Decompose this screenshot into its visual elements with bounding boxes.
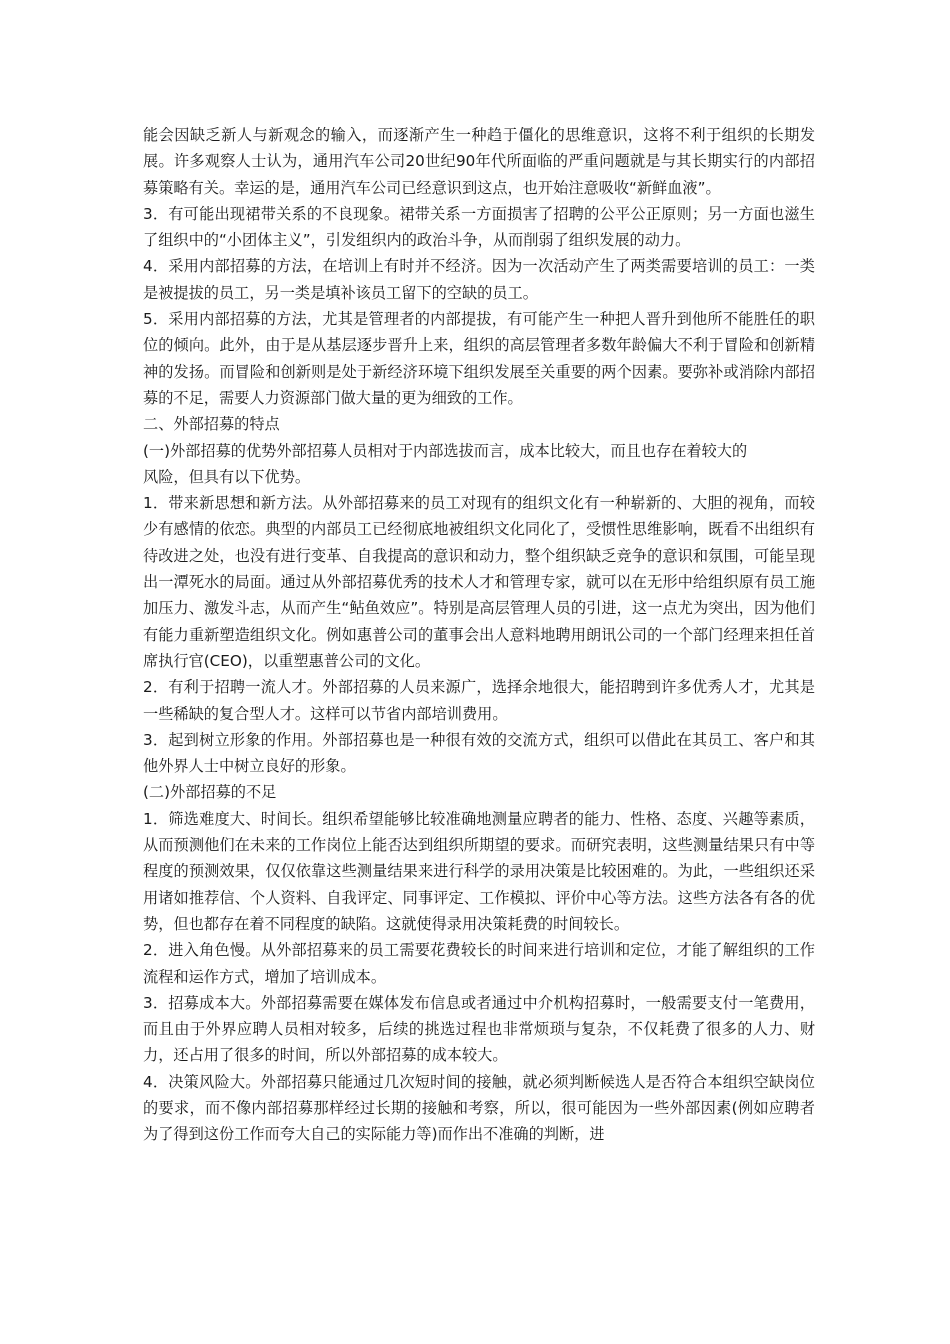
paragraph-disadvantage-2: 2．进入角色慢。从外部招募来的员工需要花费较长的时间来进行培训和定位，才能了解组织的工作流程和运作方式，增加了培训成本。	[143, 941, 815, 986]
paragraph-intro-continued: 能会因缺乏新人与新观念的输入，而逐渐产生一种趋于僵化的思维意识，这将不利于组织的长期发展。许多观察人士认为，通用汽车公司20世纪90年代所面临的严重问题就是与其长期实行的内部招募策略有关。幸运的是，通用汽车公司已经意识到这点，也开始注意吸收“新鲜血液”。	[143, 126, 815, 197]
paragraph-disadvantage-1: 1．筛选难度大、时间长。组织希望能够比较准确地测量应聘者的能力、性格、态度、兴趣等素质，从而预测他们在未来的工作岗位上能否达到组织所期望的要求。而研究表明，这些测量结果只有中等程度的预测效果，仅仅依靠这些测量结果来进行科学的录用决策是比较困难的。为此，一些组织还采用诸如推荐信、个人资料、自我评定、同事评定、工作模拟、评价中心等方法。这些方法各有各的优势，但也都存在着不同程度的缺陷。这就使得录用决策耗费的时间较长。	[143, 809, 815, 933]
subheading-external-advantages: (一)外部招募的优势外部招募人员相对于内部选拔而言，成本比较大，而且也存在着较大的	[143, 441, 748, 460]
section-heading-external: 二、外部招募的特点	[143, 415, 280, 434]
paragraph-advantage-3: 3．起到树立形象的作用。外部招募也是一种很有效的交流方式，组织可以借此在其员工、客户和其他外界人士中树立良好的形象。	[143, 730, 815, 776]
paragraph-disadvantage-4: 4．决策风险大。外部招募只能通过几次短时间的接触，就必须判断候选人是否符合本组织空缺岗位的要求，而不像内部招募那样经过长期的接触和考察，所以，很可能因为一些外部因素(例如应聘者为了得到这份工作而夸大自己的实际能力等)而作出不准确的判断，进	[143, 1072, 815, 1144]
paragraph-advantage-1: 1．带来新思想和新方法。从外部招募来的员工对现有的组织文化有一种崭新的、大胆的视角，而较少有感情的依恋。典型的内部员工已经彻底地被组织文化同化了，受惯性思维影响，既看不出组织有待改进之处，也没有进行变革、自我提高的意识和动力，整个组织缺乏竞争的意识和氛围，可能呈现出一潭死水的局面。通过从外部招募优秀的技术人才和管理专家，就可以在无形中给组织原有员工施加压力、激发斗志，从而产生“鲇鱼效应”。特别是高层管理人员的引进，这一点尤为突出，因为他们有能力重新塑造组织文化。例如惠普公司的董事会出人意料地聘用朗讯公司的一个部门经理来担任首席执行官(CEO)，以重塑惠普公司的文化。	[143, 494, 815, 670]
paragraph-advantage-2: 2．有利于招聘一流人才。外部招募的人员来源广，选择余地很大，能招聘到许多优秀人才，尤其是一些稀缺的复合型人才。这样可以节省内部培训费用。	[143, 678, 815, 723]
document-body	[143, 122, 815, 1148]
paragraph-internal-point-4: 4．采用内部招募的方法，在培训上有时并不经济。因为一次活动产生了两类需要培训的员工：一类是被提拔的员工，另一类是填补该员工留下的空缺的员工。	[143, 257, 815, 302]
subheading-external-disadvantages: (二)外部招募的不足	[143, 783, 277, 802]
paragraph-disadvantage-3: 3．招募成本大。外部招募需要在媒体发布信息或者通过中介机构招募时，一般需要支付一笔费用，而且由于外界应聘人员相对较多，后续的挑选过程也非常烦琐与复杂，不仅耗费了很多的人力、财力，还占用了很多的时间，所以外部招募的成本较大。	[143, 993, 815, 1065]
paragraph-internal-point-5: 5．采用内部招募的方法，尤其是管理者的内部提拔，有可能产生一种把人晋升到他所不能胜任的职位的倾向。此外，由于是从基层逐步晋升上来，组织的高层管理者多数年龄偏大不利于冒险和创新精神的发扬。而冒险和创新则是处于新经济环境下组织发展至关重要的两个因素。要弥补或消除内部招募的不足，需要人力资源部门做大量的更为细致的工作。	[143, 310, 815, 407]
paragraph-internal-point-3: 3．有可能出现裙带关系的不良现象。裙带关系一方面损害了招聘的公平公正原则；另一方面也滋生了组织中的“小团体主义”，引发组织内的政治斗争，从而削弱了组织发展的动力。	[143, 204, 815, 250]
paragraph-advantages-intro: 风险，但具有以下优势。	[143, 467, 311, 486]
